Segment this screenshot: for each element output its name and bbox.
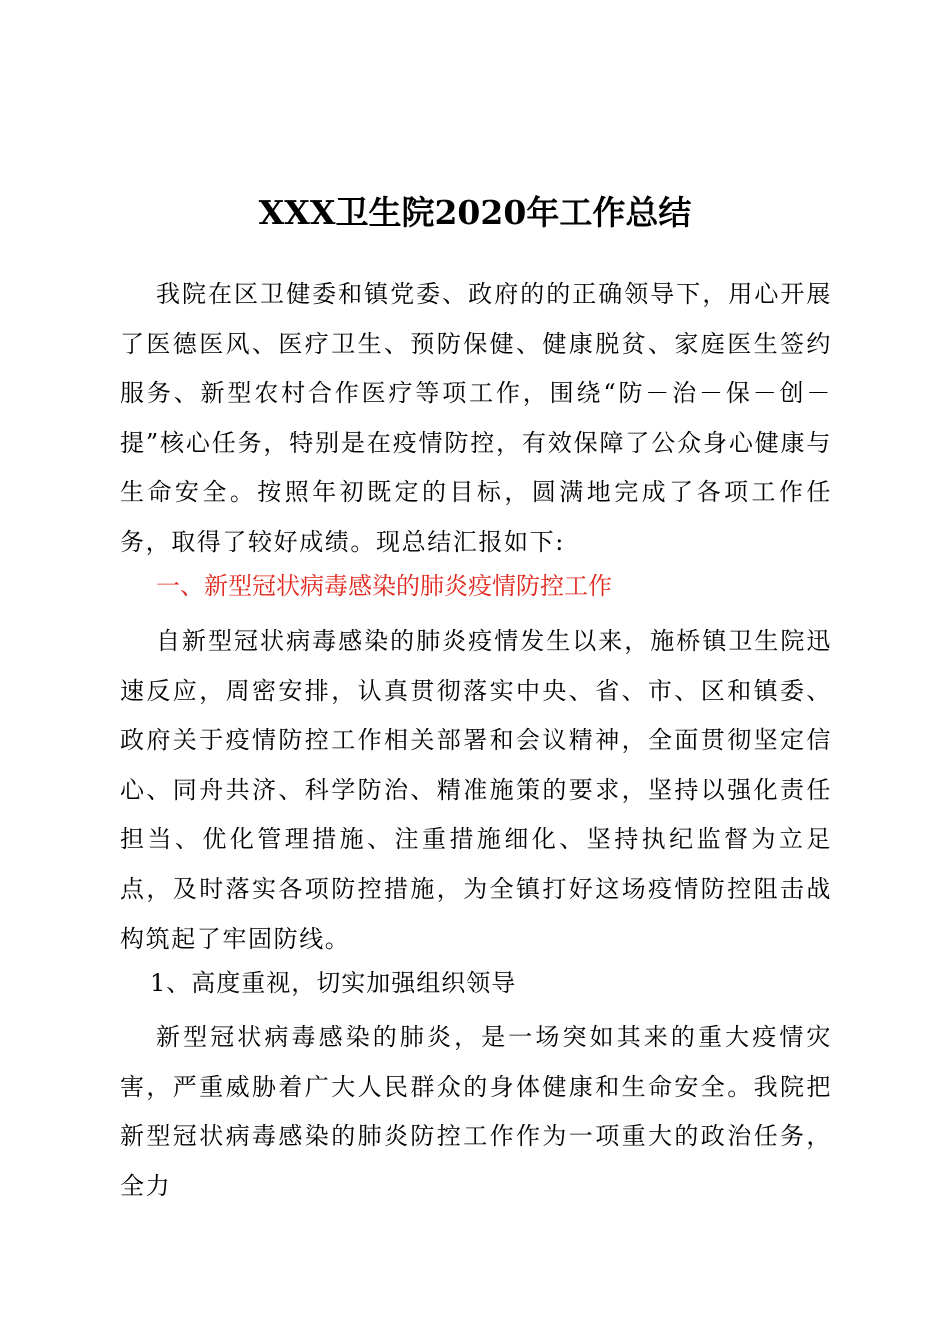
subsection-heading: 1、高度重视，切实加强组织领导 — [150, 969, 517, 997]
intro-paragraph: 我院在区卫健委和镇党委、政府的的正确领导下，用心开展了医德医风、医疗卫生、预防保健、健康脱贫、家庭医生签约服务、新型农村合作医疗等项工作，围绕“防－治－保－创－提”核心任务，特别是在疫情防控，有效保障了公众身心健康与生命安全。按照年初既定的目标，圆满地完成了各项工作任务，取得了较好成绩。现总结汇报如下: — [120, 280, 832, 556]
subsection-paragraph: 新型冠状病毒感染的肺炎，是一场突如其来的重大疫情灾害，严重威胁着广大人民群众的身体健康和生命安全。我院把新型冠状病毒感染的肺炎防控工作作为一项重大的政治任务，全力 — [120, 1023, 832, 1200]
section-paragraph: 自新型冠状病毒感染的肺炎疫情发生以来，施桥镇卫生院迅速反应，周密安排，认真贯彻落实中央、省、市、区和镇委、政府关于疫情防控工作相关部署和会议精神，全面贯彻坚定信心、同舟共济、科学防治、精准施策的要求，坚持以强化责任担当、优化管理措施、注重措施细化、坚持执纪监督为立足点，及时落实各项防控措施，为全镇打好这场疫情防控阻击战构筑起了牢固防线。 — [120, 627, 832, 953]
document-title: XXX卫生院2020年工作总结 — [258, 193, 692, 232]
section-heading: 一、新型冠状病毒感染的肺炎疫情防控工作 — [156, 572, 612, 600]
